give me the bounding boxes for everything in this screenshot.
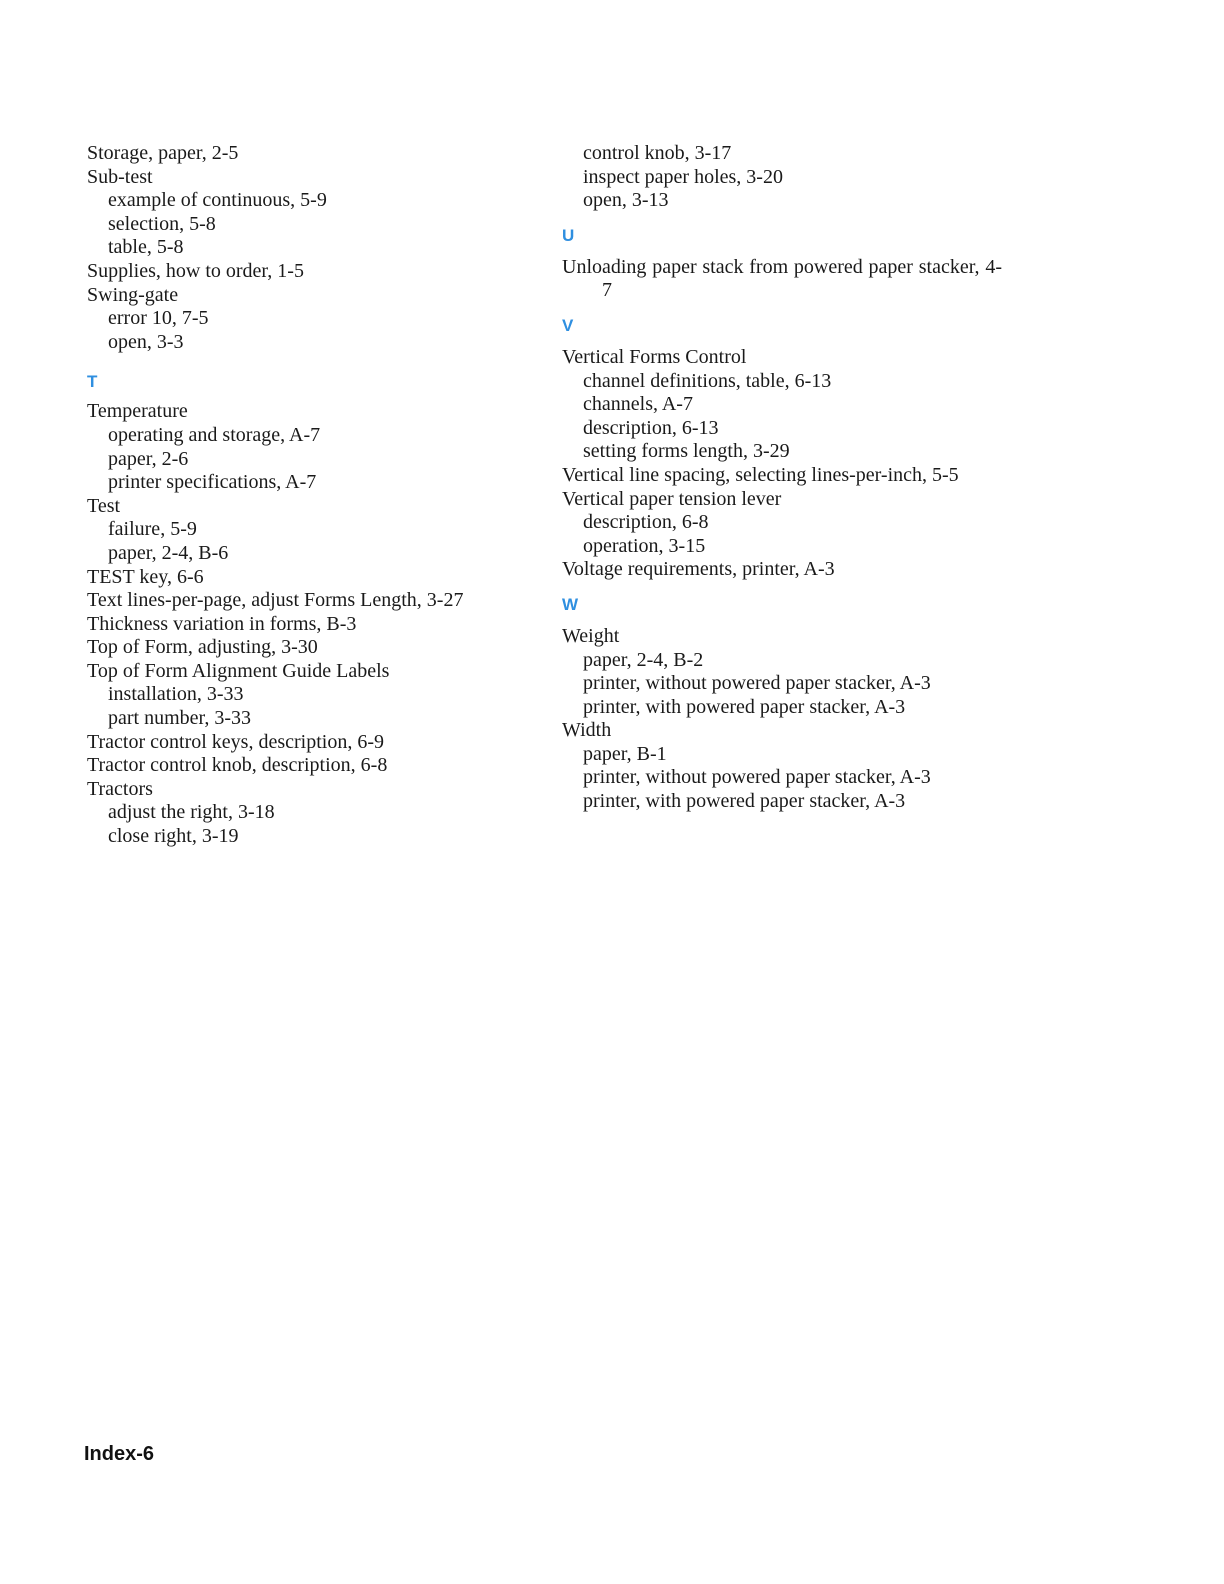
index-entry: Vertical Forms Control: [562, 345, 747, 368]
index-entry: TEST key, 6-6: [87, 565, 204, 588]
index-subentry: printer, with powered paper stacker, A-3: [583, 790, 906, 813]
index-subentry: control knob, 3-17: [583, 142, 732, 164]
index-entry: Text lines-per-page, adjust Forms Length, 3-27: [87, 589, 464, 612]
index-subentry: channel definitions, table, 6-13: [583, 369, 832, 392]
index-subentry: failure, 5-9: [108, 518, 197, 541]
index-entry: Top of Form, adjusting, 3-30: [87, 636, 318, 659]
index-subentry: error 10, 7-5: [108, 307, 209, 330]
index-entry: Tractors: [87, 777, 153, 800]
index-subentry: adjust the right, 3-18: [108, 801, 275, 824]
index-entry: Unloading paper stack from powered paper stacker, 4-7: [562, 255, 1002, 302]
index-subentry: printer specifications, A-7: [108, 471, 317, 494]
index-entry: Swing-gate: [87, 283, 179, 306]
index-subentry: printer, without powered paper stacker, A-3: [583, 672, 931, 695]
index-subentry: description, 6-8: [583, 511, 709, 534]
index-subentry: operation, 3-15: [583, 534, 706, 557]
index-subentry: close right, 3-19: [108, 825, 239, 848]
index-subentry: setting forms length, 3-29: [583, 440, 790, 463]
section-letter-u: U: [562, 225, 575, 245]
index-entry: Sub-test: [87, 165, 153, 188]
index-subentry: installation, 3-33: [108, 683, 244, 706]
index-subentry: paper, B-1: [583, 742, 667, 765]
index-subentry: channels, A-7: [583, 393, 693, 416]
index-subentry: paper, 2-4, B-6: [108, 541, 229, 564]
index-column-left: [87, 142, 532, 849]
index-subentry: open, 3-3: [108, 330, 184, 353]
index-subentry: printer, without powered paper stacker, A-3: [583, 766, 931, 789]
index-entry: Test: [87, 494, 121, 517]
section-letter-t: T: [87, 372, 98, 392]
index-subentry: inspect paper holes, 3-20: [583, 165, 783, 188]
index-subentry: operating and storage, A-7: [108, 423, 321, 446]
index-entry: Width: [562, 719, 612, 742]
index-entry: Tractor control keys, description, 6-9: [87, 730, 384, 753]
section-letter-v: V: [562, 315, 574, 335]
index-subentry: example of continuous, 5-9: [108, 189, 327, 212]
index-entry: Voltage requirements, printer, A-3: [562, 558, 835, 581]
index-subentry: open, 3-13: [583, 189, 669, 212]
index-column-right: [562, 142, 1002, 814]
index-subentry: paper, 2-6: [108, 447, 189, 470]
index-entry: Weight: [562, 624, 620, 647]
index-subentry: part number, 3-33: [108, 707, 252, 730]
index-entry: Tractor control knob, description, 6-8: [87, 754, 388, 777]
index-subentry: printer, with powered paper stacker, A-3: [583, 695, 906, 718]
index-entry: Vertical line spacing, selecting lines-per-inch, 5-5: [562, 463, 959, 486]
index-subentry: selection, 5-8: [108, 212, 216, 235]
index-subentry: description, 6-13: [583, 416, 719, 439]
index-entry: Top of Form Alignment Guide Labels: [87, 659, 390, 682]
index-entry: Vertical paper tension lever: [562, 487, 782, 510]
index-subentry: paper, 2-4, B-2: [583, 648, 704, 671]
index-entry: Thickness variation in forms, B-3: [87, 612, 357, 635]
index-entry: Supplies, how to order, 1-5: [87, 259, 304, 282]
index-subentry: table, 5-8: [108, 236, 184, 259]
index-entry: Storage, paper, 2-5: [87, 142, 239, 164]
index-entry: Temperature: [87, 400, 188, 423]
page-number: Index-6: [84, 1443, 155, 1465]
section-letter-w: W: [562, 594, 579, 614]
